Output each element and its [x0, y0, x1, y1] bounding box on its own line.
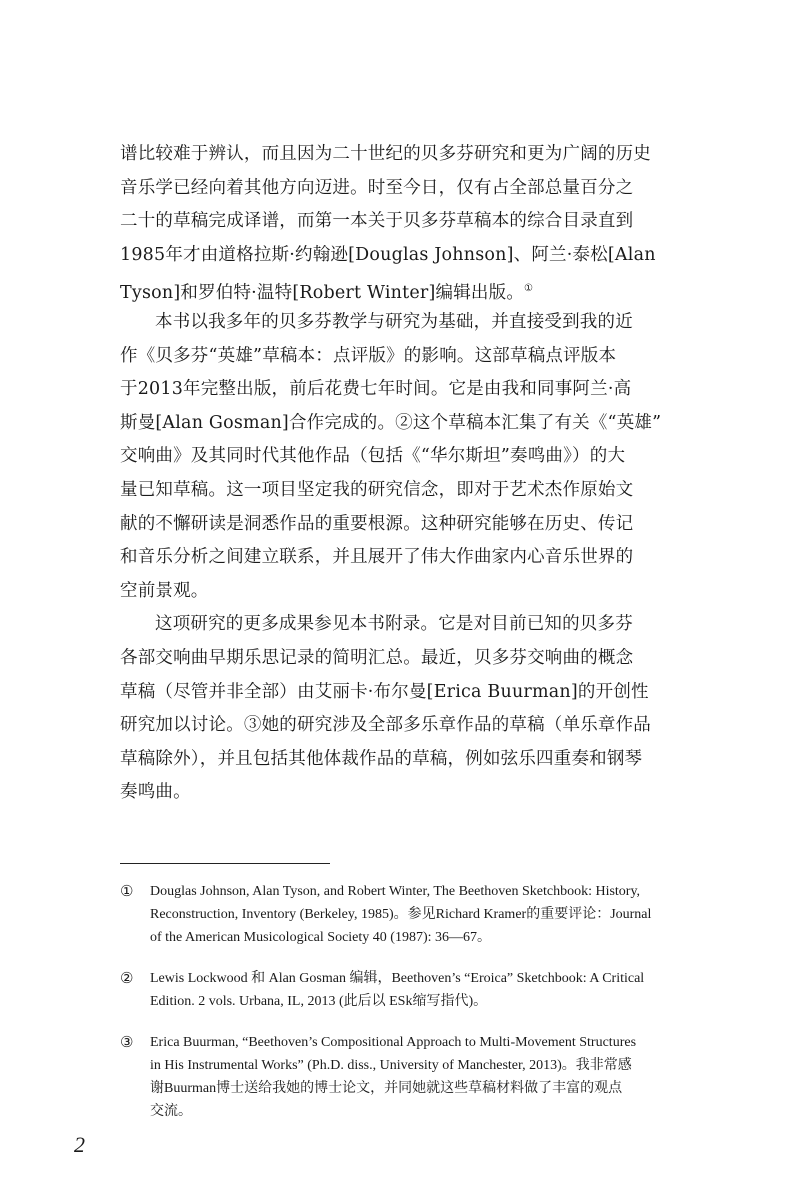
footnote-line: Edition. 2 vols. Urbana, IL, 2013 (此后以 ESk缩写指代)。: [150, 994, 488, 1009]
paragraph: [120, 306, 695, 608]
text-line: 交响曲》及其同时代其他作品（包括《“华尔斯坦”奏鸣曲》）的大: [120, 446, 626, 467]
footnotes: [120, 880, 700, 1141]
footnote-separator: [120, 863, 330, 864]
footnote-mark: ③: [120, 1033, 134, 1051]
page-number: 2: [74, 1132, 85, 1157]
paragraph: [120, 608, 695, 810]
text-line: 量已知草稿。这一项目坚定我的研究信念，即对于艺术杰作原始文: [120, 479, 634, 500]
footnote-text: [150, 880, 700, 949]
footnote-line: of the American Musicological Society 40 (1987): 36—67。: [150, 930, 491, 945]
text-line: 献的不懈研读是洞悉作品的重要根源。这种研究能够在历史、传记: [120, 513, 634, 534]
text-line: 谱比较难于辨认，而且因为二十世纪的贝多芬研究和更为广阔的历史: [120, 144, 651, 164]
text-line: 二十的草稿完成译谱，而第一本关于贝多芬草稿本的综合目录直到: [120, 211, 634, 232]
footnote-line: Lewis Lockwood 和 Alan Gosman 编辑，Beethoven’s “Eroica” Sketchbook: A Critical: [150, 971, 645, 986]
footnote-line: 交流。: [150, 1104, 192, 1119]
text-line: 和音乐分析之间建立联系，并且展开了伟大作曲家内心音乐世界的: [120, 547, 634, 568]
text-line: 1985年才由道格拉斯·约翰逊[Douglas Johnson]、阿兰·泰松[Alan: [120, 244, 656, 265]
footnote-text: [150, 967, 700, 1013]
text-line: Tyson]和罗伯特·温特[Robert Winter]编辑出版。①: [120, 283, 534, 304]
text-line: 于2013年完整出版，前后花费七年时间。它是由我和同事阿兰·高: [120, 379, 632, 400]
footnote-ref[interactable]: ①: [524, 283, 534, 295]
footnote-mark: ①: [120, 882, 134, 900]
text-line: 本书以我多年的贝多芬教学与研究为基础，并直接受到我的近: [155, 311, 633, 332]
text-line: 作《贝多芬“英雄”草稿本：点评版》的影响。这部草稿点评版本: [120, 345, 617, 366]
paragraph: [120, 138, 695, 306]
footnote-line: 谢Buurman博士送给我她的博士论文，并同她就这些草稿材料做了丰富的观点: [150, 1081, 623, 1096]
footnote: [120, 880, 700, 949]
text-line: 研究加以讨论。③她的研究涉及全部多乐章作品的草稿（单乐章作品: [120, 715, 651, 736]
text-line: 这项研究的更多成果参见本书附录。它是对目前已知的贝多芬: [155, 614, 633, 635]
text-line: 空前景观。: [120, 580, 209, 601]
footnote-line: Douglas Johnson, Alan Tyson, and Robert Winter, The Beethoven Sketchbook: History,: [150, 884, 641, 899]
text-line: 斯曼[Alan Gosman]合作完成的。②这个草稿本汇集了有关《“英雄”: [120, 412, 662, 433]
text-line: 各部交响曲早期乐思记录的简明汇总。最近，贝多芬交响曲的概念: [120, 647, 634, 668]
text-line: 奏鸣曲。: [120, 782, 191, 803]
text-line: 草稿除外），并且包括其他体裁作品的草稿，例如弦乐四重奏和钢琴: [120, 748, 643, 769]
footnote: [120, 1031, 700, 1123]
footnote-line: Erica Buurman, “Beethoven’s Compositional Approach to Multi-Movement Structures: [150, 1035, 637, 1050]
body-text: [120, 138, 695, 810]
footnote: [120, 967, 700, 1013]
text-line: 音乐学已经向着其他方向迈进。时至今日，仅有占全部总量百分之: [120, 177, 634, 198]
footnote-text: [150, 1031, 700, 1123]
text-line: 草稿（尽管并非全部）由艾丽卡·布尔曼[Erica Buurman]的开创性: [120, 681, 649, 702]
footnote-line: in His Instrumental Works” (Ph.D. diss., University of Manchester, 2013)。我非常感: [150, 1058, 632, 1073]
footnote-line: Reconstruction, Inventory (Berkeley, 1985)。参见Richard Kramer的重要评论：Journal: [150, 907, 652, 922]
footnote-mark: ②: [120, 969, 134, 987]
